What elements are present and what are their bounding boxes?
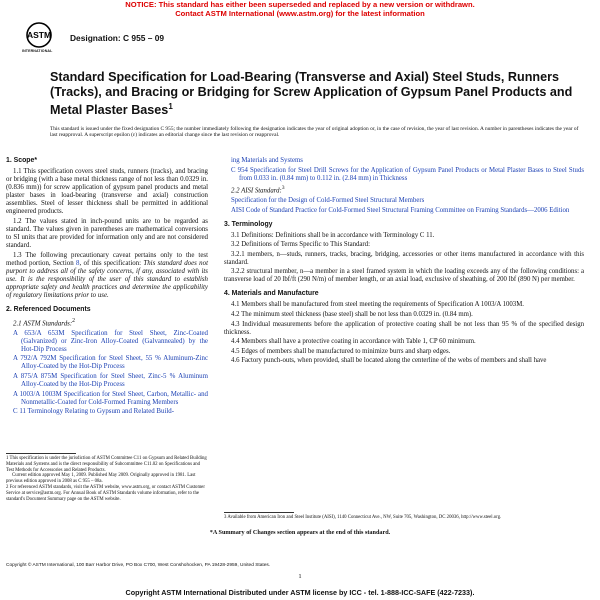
referenced-docs-heading: 2. Referenced Documents <box>6 305 91 313</box>
title-text: Standard Specification for Load-Bearing (Transverse and Axial) Steel Studs, Runners (Tracks), and Bracing or Bridging for Screw Application of Gypsum Panel Products and Metal Plaster Bases <box>50 70 573 117</box>
notice-line-1: NOTICE: This standard has either been superseded and replaced by a new version or withdrawn. <box>125 0 475 9</box>
mat-4-4: 4.4 Members shall have a protective coating in accordance with Table 1, CP 60 minimum. <box>231 338 476 346</box>
term-3-1: 3.1 Definitions: Definitions shall be in accordance with Terminology C 11. <box>231 231 435 239</box>
title-footnote-mark: 1 <box>168 101 173 111</box>
footnote-3: 3 Available from American Iron and Steel Institute (AISI), 1140 Connecticut Ave., NW, Suite 705, Washington, DC 20036, http://www.steel.org. <box>224 515 502 520</box>
right-column <box>224 157 584 367</box>
mat-4-2: 4.2 The minimum steel thickness (base steel) shall be not less than 0.0329 in. (0.84 mm). <box>231 310 473 318</box>
left-column <box>6 157 208 418</box>
ref-c954[interactable]: C 954 Specification for Steel Drill Screws for the Application of Gypsum Panel Products or Metal Plaster Bases to Steel Studs from 0.033 in. (0.84 mm) to 0.112 in. (2.84 mm) in Thickness <box>231 166 584 182</box>
withdrawn-notice <box>0 0 600 18</box>
astm-logo <box>22 22 53 56</box>
ref-aisi-design[interactable]: Specification for the Design of Cold-Formed Steel Structural Members <box>231 196 425 204</box>
ref-a1003[interactable]: A 1003/A 1003M Specification for Steel Sheet, Carbon, Metallic- and Nonmetallic-Coated for Cold-Formed Framing Members <box>13 390 208 406</box>
scope-1-2: 1.2 The values stated in inch-pound units are to be regarded as standard. The values given in parentheses are mathematical conversions to SI units that are provided for information only and are not considered standard. <box>6 217 208 249</box>
terminology-heading: 3. Terminology <box>224 220 273 228</box>
svg-text:ASTM: ASTM <box>26 30 52 40</box>
issuance-note: This standard is issued under the fixed designation C 955; the number immediately following the designation indicates the year of original adoption or, in the case of revision, the year of last revision. A number in parentheses indicates the year of last reapproval. A superscript epsilon (ε) indicates an editorial change since the last revision or reapproval. <box>50 126 579 139</box>
safety-caveat: This standard does not purport to address all of the safety concerns, if any, associated with its use. It is the responsibility of the user of this standard to establish appropriate safety and health practices and determine the applicability of regulatory limitations prior to use. <box>6 259 208 299</box>
section-8-link[interactable]: 8 <box>76 259 80 267</box>
aisi-standard-label <box>224 184 584 195</box>
ref-c11[interactable]: C 11 Terminology Relating to Gypsum and Related Build- <box>13 408 175 416</box>
aisi-standard-text: 2.2 AISI Standard: <box>231 187 282 195</box>
page-number: 1 <box>298 573 302 580</box>
ref-a875[interactable]: A 875/A 875M Specification for Steel Sheet, Zinc-5 % Aluminum Alloy-Coated by the Hot-Dip Process <box>13 372 208 388</box>
term-3-2-1: 3.2.1 members, n—studs, runners, tracks, bracing, bridging, accessories or other items manufactured in accordance with this standard. <box>224 250 584 266</box>
scope-1-3-text: 1.3 The following precautionary caveat pertains only to the test method portion, Section <box>6 251 208 267</box>
footnote-divider-left <box>6 453 76 454</box>
scope-1-1: 1.1 This specification covers steel studs, runners (tracks), and bracing or bridging (with a base metal thickness range of not less than 0.0329 in. (0.836 mm)) for screw application of gypsum panel products and metal plaster bases in load-bearing (transverse and axial) construction assemblies. Steel of lesser thickness shall be permitted in additional engineered products. <box>6 168 208 216</box>
summary-note: *A Summary of Changes section appears at the end of this standard. <box>209 529 391 536</box>
mat-4-1: 4.1 Members shall be manufactured from steel meeting the requirements of Specification A 1003/A 1003M. <box>231 301 524 309</box>
mat-4-6: 4.6 Factory punch-outs, when provided, shall be located along the centerline of the webs of members and shall have <box>231 357 547 365</box>
astm-standards-text: 2.1 ASTM Standards: <box>13 320 73 328</box>
footnote-3-mark: 3 <box>281 185 285 192</box>
ref-c11-continued[interactable]: ing Materials and Systems <box>231 157 303 164</box>
designation: Designation: C 955 – 09 <box>70 33 165 43</box>
ref-a653[interactable]: A 653/A 653M Specification for Steel Sheet, Zinc-Coated (Galvanized) or Zinc-Iron Alloy-Coated (Galvannealed) by the Hot-Dip Process <box>13 329 208 353</box>
mat-4-5: 4.5 Edges of members shall be manufactured to minimize burrs and sharp edges. <box>231 347 451 355</box>
astm-standards-label <box>6 317 208 328</box>
ref-aisi-code[interactable]: AISI Code of Standard Practice for Cold-Formed Steel Structural Framing Committee on Framing Standards—2006 Edition <box>231 206 570 214</box>
footnote-1: 1 This specification is under the jurisdiction of ASTM Committee C11 on Gypsum and Related Building Materials and Systems and is the direct responsibility of Subcommittee C11.02 on Specifications and Test Methods for Accessories and Related Products. <box>6 456 207 473</box>
copyright-line: Copyright © ASTM International, 100 Barr Harbor Drive, PO Box C700, West Conshohocken, PA 19428-2959, United States. <box>6 563 271 568</box>
scope-heading: 1. Scope* <box>6 157 38 164</box>
footnote-2: 2 For referenced ASTM standards, visit the ASTM website, www.astm.org, or contact ASTM Customer Service at service@astm.org. For Annual Book of ASTM Standards volume information, refer to the standard's Document Summary page on the ASTM website. <box>6 484 205 502</box>
footnote-divider-right <box>224 512 294 513</box>
logo-text: INTERNATIONAL <box>22 49 53 53</box>
mat-4-3: 4.3 Individual measurements before the application of protective coating shall be not less than 95 % of the specified design thickness. <box>224 320 584 336</box>
scope-1-3-text-b: , of this specification: <box>79 259 144 267</box>
footnote-2-mark: 2 <box>72 317 76 324</box>
license-footer: Copyright ASTM International Distributed under ASTM license by ICC - tel. 1-888-ICC-SAFE (422-7233). <box>125 588 475 597</box>
term-3-2-2: 3.2.2 structural member, n—a member in a steel framed system in which the loading exceeds any of the following conditions: a transverse load of 20 lbf/ft (290 N/m) of member length, or an axial load, exclusive of sheathing, of 200 lbf (890 N) per member. <box>224 268 584 284</box>
page-title <box>50 70 590 118</box>
term-3-2: 3.2 Definitions of Terms Specific to This Standard: <box>231 241 370 249</box>
ref-a792[interactable]: A 792/A 792M Specification for Steel Sheet, 55 % Aluminum-Zinc Alloy-Coated by the Hot-Dip Process <box>13 355 208 371</box>
footnotes-left <box>6 456 208 502</box>
footnote-1-edition: Current edition approved May 1, 2009. Published May 2009. Originally approved in 1981. Last previous edition approved in 2008 as C 955 – 08a. <box>6 473 196 485</box>
notice-line-2: Contact ASTM International (www.astm.org) for the latest information <box>175 9 425 18</box>
scope-1-3 <box>6 252 208 300</box>
materials-heading: 4. Materials and Manufacture <box>224 290 319 298</box>
